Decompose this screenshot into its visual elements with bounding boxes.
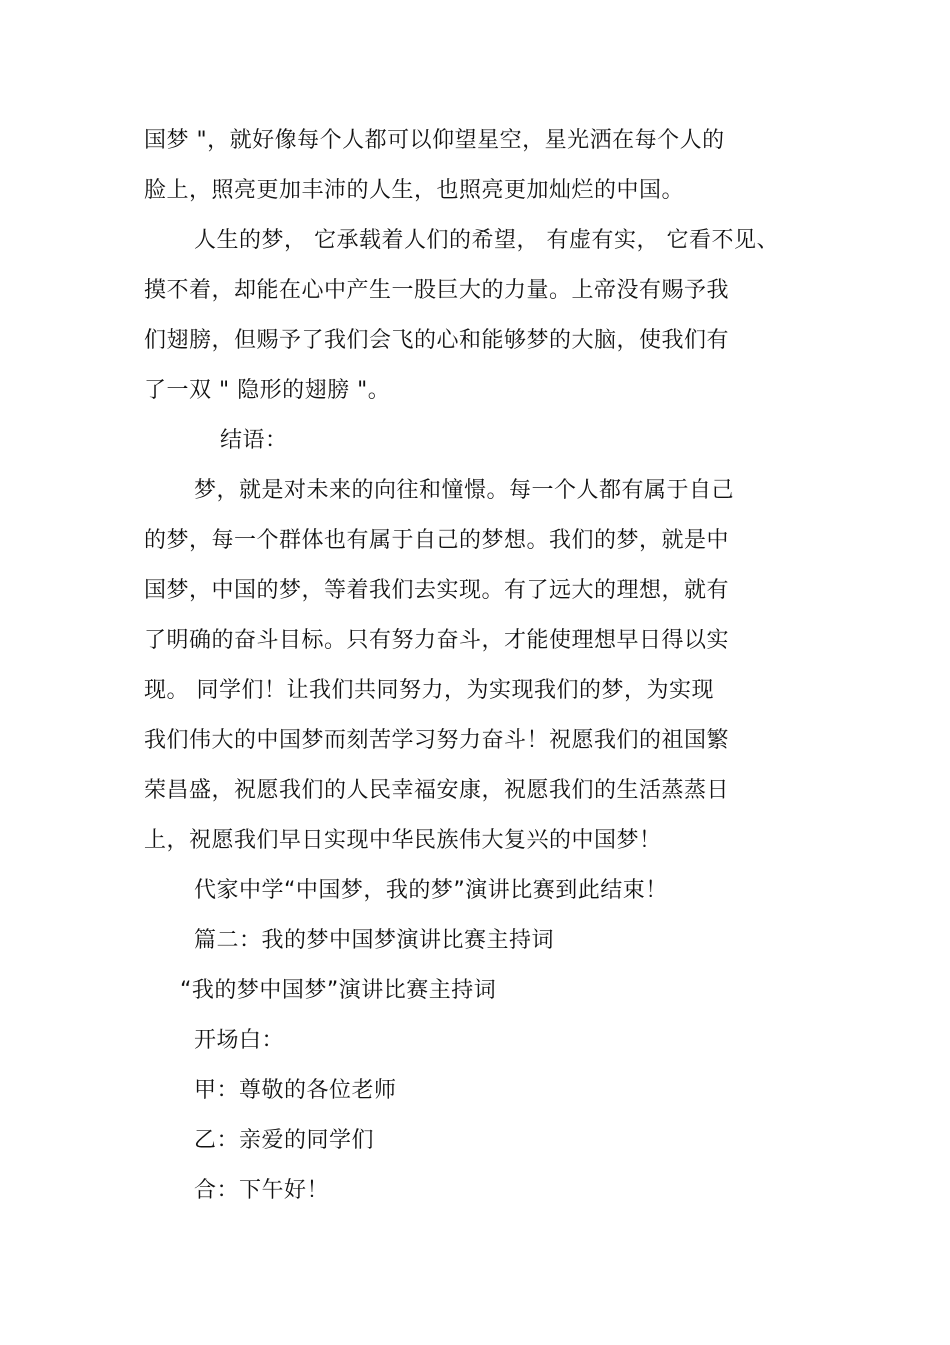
text-line: 现。 同学们！让我们共同努力，为实现我们的梦，为实现: [144, 678, 714, 703]
text-line: 我们伟大的中国梦而刻苦学习努力奋斗！祝愿我们的祖国繁: [144, 728, 730, 753]
text-line: 脸上，照亮更加丰沛的人生，也照亮更加灿烂的中国。: [144, 178, 685, 203]
text-line: 荣昌盛，祝愿我们的人民幸福安康，祝愿我们的生活蒸蒸日: [144, 778, 730, 803]
text-line: 摸不着，却能在心中产生一股巨大的力量。上帝没有赐予我: [144, 278, 730, 303]
text-line: 的梦，每一个群体也有属于自己的梦想。我们的梦，就是中: [144, 528, 730, 553]
dialogue-line: 甲：尊敬的各位老师: [194, 1078, 397, 1103]
dialogue-line: 乙：亲爱的同学们: [194, 1128, 375, 1153]
text-line: 了一双 " 隐形的翅膀 "。: [144, 378, 391, 403]
script-title: “我的梦中国梦”演讲比赛主持词: [180, 978, 497, 1003]
dialogue-line: 合：下午好！: [194, 1178, 330, 1203]
text-line: 代家中学“中国梦，我的梦”演讲比赛到此结束！: [194, 878, 668, 903]
text-line: 上，祝愿我们早日实现中华民族伟大复兴的中国梦！: [144, 828, 662, 853]
chapter-title: 篇二：我的梦中国梦演讲比赛主持词: [194, 928, 555, 953]
text-line: 们翅膀，但赐予了我们会飞的心和能够梦的大脑，使我们有: [144, 328, 730, 353]
section-heading: 开场白：: [194, 1028, 285, 1053]
text-line: 人生的梦， 它承载着人们的希望， 有虚有实， 它看不见、: [194, 228, 779, 253]
text-line: 梦，就是对未来的向往和憧憬。每一个人都有属于自己: [194, 478, 735, 503]
section-heading: 结语：: [220, 428, 288, 453]
text-line: 国梦 "，就好像每个人都可以仰望星空，星光洒在每个人的: [144, 128, 725, 153]
text-line: 了明确的奋斗目标。只有努力奋斗，才能使理想早日得以实: [144, 628, 730, 653]
text-line: 国梦，中国的梦，等着我们去实现。有了远大的理想，就有: [144, 578, 730, 603]
